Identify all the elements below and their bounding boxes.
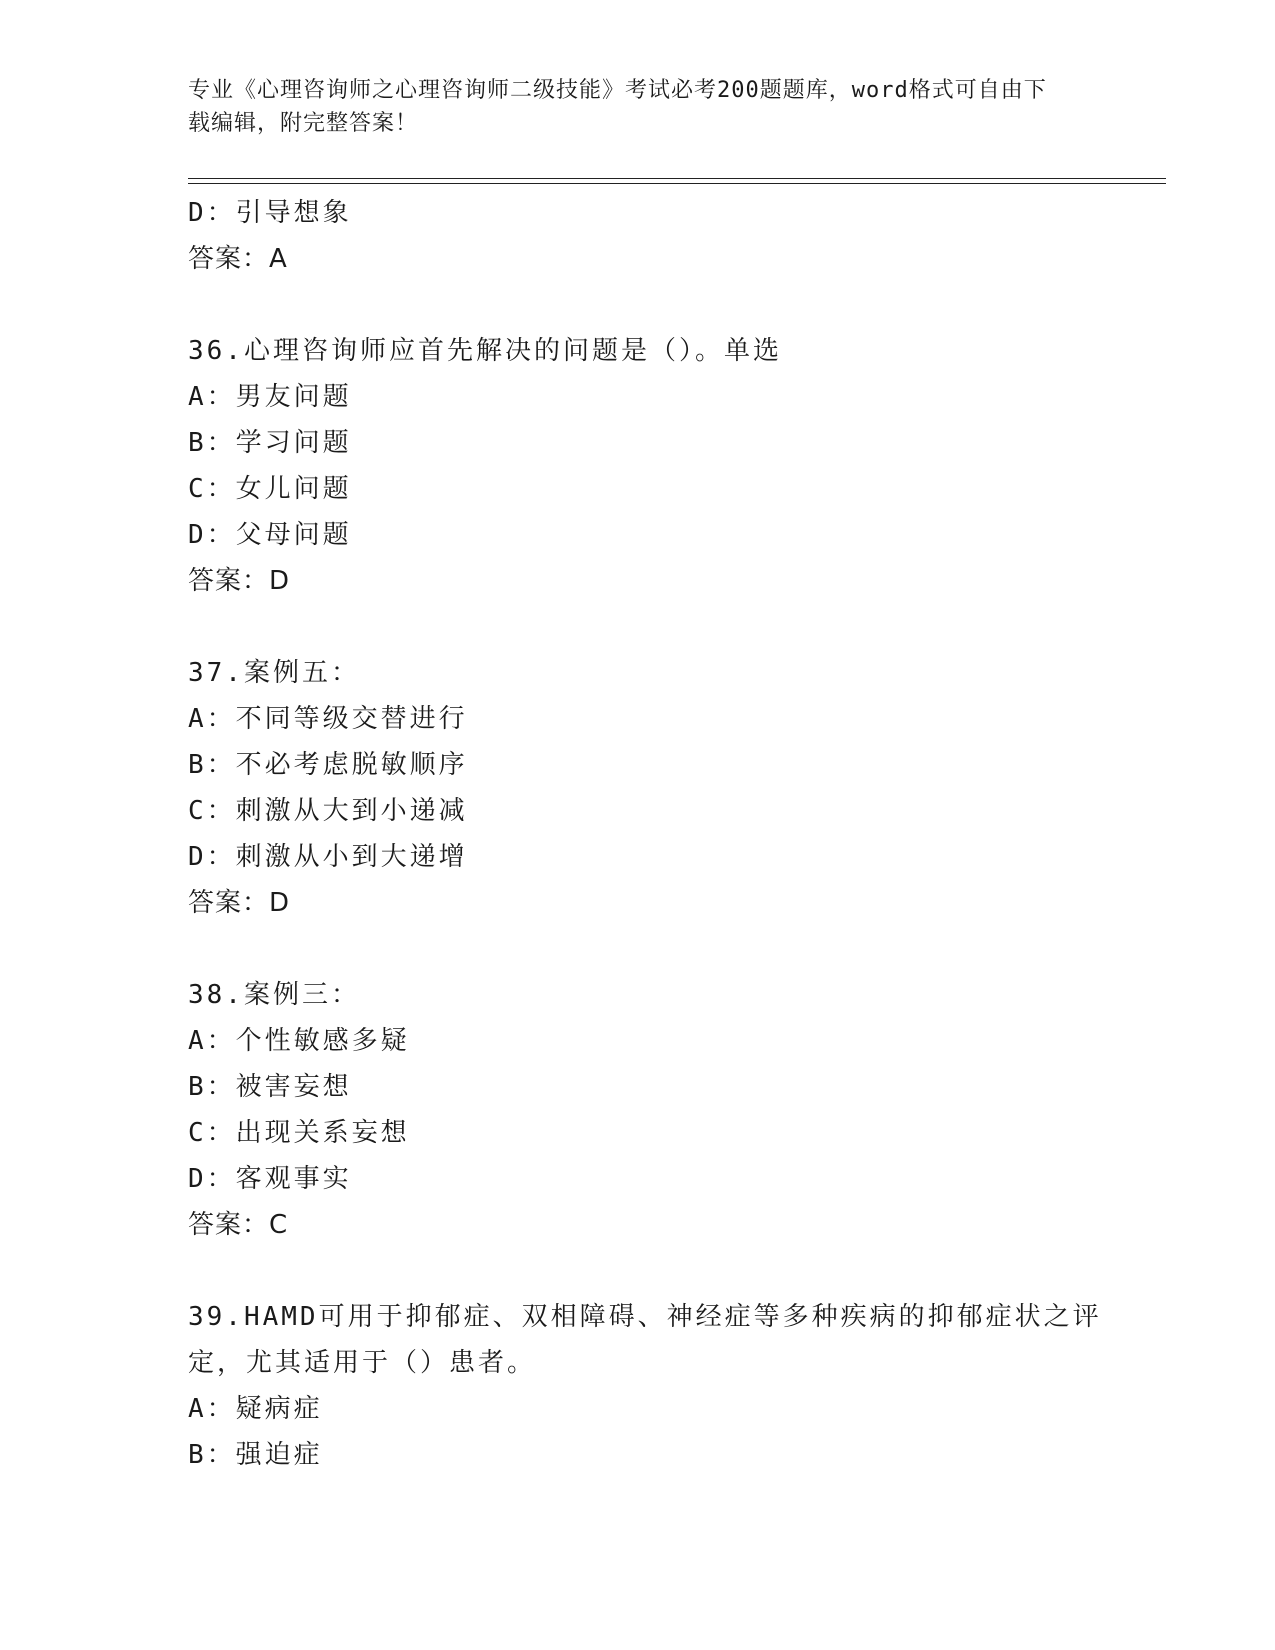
spacer bbox=[188, 1248, 1088, 1294]
option-b: B：不必考虑脱敏顺序 bbox=[188, 750, 468, 780]
option-a: A：个性敏感多疑 bbox=[188, 1026, 410, 1056]
option-d: D：刺激从小到大递增 bbox=[188, 842, 468, 872]
option-d: D：客观事实 bbox=[188, 1164, 352, 1194]
question-list bbox=[188, 190, 1102, 1478]
question-stem: 36.心理咨询师应首先解决的问题是（）。单选 bbox=[188, 336, 782, 366]
option-d: D：父母问题 bbox=[188, 520, 352, 550]
option-a: A：疑病症 bbox=[188, 1394, 323, 1424]
answer: 答案：D bbox=[188, 566, 291, 596]
option-c: C：出现关系妄想 bbox=[188, 1118, 410, 1148]
option-c: C：刺激从大到小递减 bbox=[188, 796, 468, 826]
question-stem-line-1: 39.HAMD可用于抑郁症、双相障碍、神经症等多种疾病的抑郁症状之评 bbox=[188, 1302, 1102, 1332]
option-b: B：学习问题 bbox=[188, 428, 352, 458]
option-b: B：被害妄想 bbox=[188, 1072, 352, 1102]
question-stem: 37.案例五： bbox=[188, 658, 360, 688]
answer: 答案：A bbox=[188, 244, 288, 274]
option-d: D：引导想象 bbox=[188, 198, 352, 228]
option-a: A：不同等级交替进行 bbox=[188, 704, 468, 734]
option-c: C：女儿问题 bbox=[188, 474, 352, 504]
spacer bbox=[188, 282, 1088, 328]
spacer bbox=[188, 604, 1088, 650]
question-stem: 38.案例三： bbox=[188, 980, 360, 1010]
document-header: 专业《心理咨询师之心理咨询师二级技能》考试必考200题题库，word格式可自由下载编辑，附完整答案！ bbox=[188, 78, 1047, 136]
question-stem-line-2: 定，尤其适用于（）患者。 bbox=[188, 1348, 537, 1378]
option-a: A：男友问题 bbox=[188, 382, 352, 412]
answer: 答案：C bbox=[188, 1210, 289, 1240]
header-divider-top bbox=[188, 178, 1166, 179]
header-divider-bottom bbox=[188, 183, 1166, 184]
spacer bbox=[188, 926, 1088, 972]
option-b: B：强迫症 bbox=[188, 1440, 323, 1470]
answer: 答案：D bbox=[188, 888, 291, 918]
